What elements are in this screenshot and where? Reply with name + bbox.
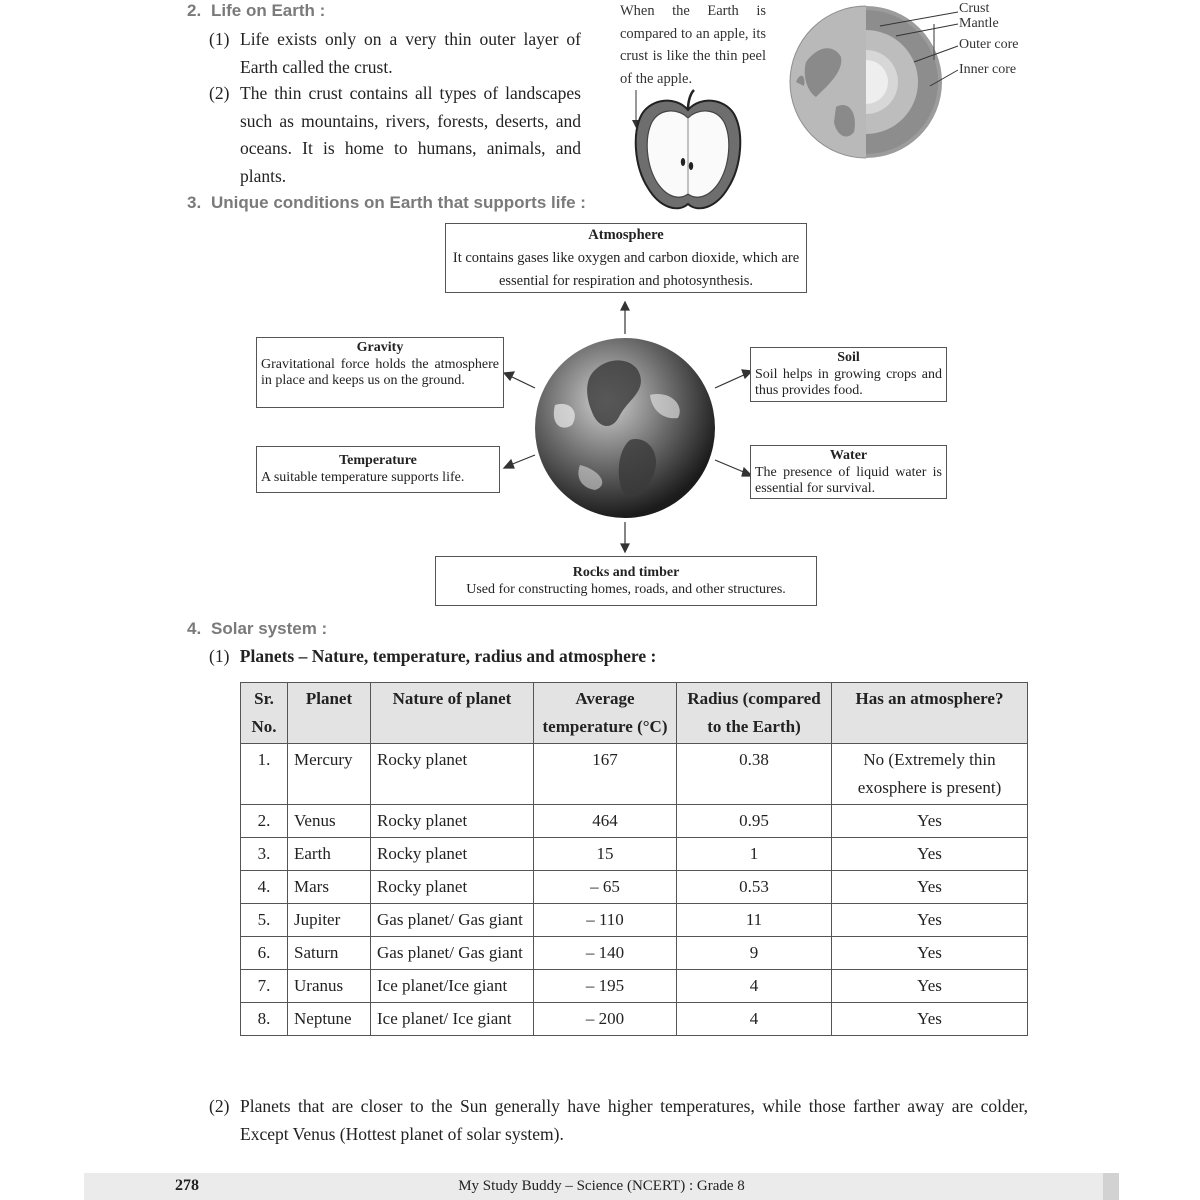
point-number: (2) [209,83,230,103]
soil-title: Soil [837,350,860,365]
section-2-number: 2. [187,1,202,20]
footer-title: My Study Buddy – Science (NCERT) : Grade 8 [458,1178,745,1194]
arrow-head [621,544,629,552]
temperature-box [256,446,500,493]
header-nature: Nature of planet [371,683,534,744]
section-2-title: Life on Earth : [211,1,326,20]
section-3-title: Unique conditions on Earth that supports life : [211,193,586,212]
mantle-label: Mantle [959,16,999,31]
soil-text: Soil helps in growing crops and thus provides food. [755,366,942,398]
inner-core-label: Inner core [959,62,1017,77]
cell-radius: 0.53 [677,871,832,904]
cell-planet: Saturn [288,937,371,970]
table-header-row [241,683,1028,744]
arrow-head [504,372,514,380]
cell-nature: Ice planet/ Ice giant [371,1003,534,1036]
cell-atmosphere: Yes [832,1003,1028,1036]
cell-temperature: – 140 [534,937,677,970]
outer-core-label: Outer core [959,37,1019,52]
rocks-timber-text: Used for constructing homes, roads, and other structures. [466,581,786,597]
apple-cross-section-image [630,88,750,218]
cell-temperature: 167 [534,744,677,805]
cell-planet: Uranus [288,970,371,1003]
table-row [241,805,1028,838]
cell-planet: Neptune [288,1003,371,1036]
cell-nature: Rocky planet [371,871,534,904]
cell-temperature: – 110 [534,904,677,937]
table-row [241,871,1028,904]
cell-sr: 2. [241,805,288,838]
section-2-heading [187,1,325,21]
header-avg-temperature: Average temperature (°C) [534,683,677,744]
cell-temperature: – 200 [534,1003,677,1036]
cell-atmosphere: Yes [832,838,1028,871]
header-atmosphere: Has an atmosphere? [832,683,1028,744]
gravity-box [256,337,504,408]
arrow-head [504,460,514,468]
cell-atmosphere: Yes [832,937,1028,970]
arrow-to-soil [715,374,746,388]
sub1-number: (1) [209,646,230,666]
page-number: 278 [175,1177,199,1194]
earth-layers-image [786,2,1046,160]
water-text: The presence of liquid water is essential for survival. [755,464,942,496]
cell-radius: 0.38 [677,744,832,805]
cell-radius: 1 [677,838,832,871]
cell-atmosphere: Yes [832,871,1028,904]
cell-temperature: 464 [534,805,677,838]
arrow-to-gravity [510,376,535,388]
cell-atmosphere: Yes [832,805,1028,838]
cell-nature: Gas planet/ Gas giant [371,937,534,970]
cell-nature: Rocky planet [371,805,534,838]
table-row [241,838,1028,871]
cell-radius: 9 [677,937,832,970]
rocks-timber-box [435,556,817,606]
cell-planet: Earth [288,838,371,871]
section-2-point-2 [209,80,581,190]
crust-label: Crust [959,1,990,16]
sub2-number: (2) [209,1096,230,1116]
atmosphere-title: Atmosphere [588,227,664,243]
water-title: Water [829,448,868,463]
section-4-heading [187,619,327,639]
cell-atmosphere: No (Extremely thin exosphere is present) [832,744,1028,805]
header-radius: Radius (compared to the Earth) [677,683,832,744]
cell-sr: 7. [241,970,288,1003]
cell-nature: Rocky planet [371,838,534,871]
cell-sr: 5. [241,904,288,937]
table-row [241,744,1028,805]
cell-radius: 11 [677,904,832,937]
cell-nature: Gas planet/ Gas giant [371,904,534,937]
page-footer [84,1173,1119,1200]
section-4-sub1 [209,644,656,668]
cell-radius: 0.95 [677,805,832,838]
footer-tab-marker [1103,1173,1119,1200]
sub1-title: Planets – Nature, temperature, radius and atmosphere : [239,646,657,666]
cell-sr: 6. [241,937,288,970]
cell-sr: 4. [241,871,288,904]
section-3-heading [187,193,586,213]
cell-planet: Jupiter [288,904,371,937]
cell-planet: Mercury [288,744,371,805]
cell-nature: Rocky planet [371,744,534,805]
apple-caption: When the Earth is compared to an apple, its crust is like the thin peel of the apple. [620,3,766,87]
header-planet: Planet [288,683,371,744]
gravity-text: Gravitational force holds the atmosphere in place and keeps us on the ground. [261,356,499,388]
cell-atmosphere: Yes [832,904,1028,937]
atmosphere-text: It contains gases like oxygen and carbon dioxide, which are essential for respiration and photosynthesis. [452,250,800,289]
temperature-text: A suitable temperature supports life. [261,469,465,485]
point-number: (1) [209,29,230,49]
arrow-to-water [715,460,746,473]
planets-table [240,682,1028,1036]
cell-nature: Ice planet/Ice giant [371,970,534,1003]
header-sr-no: Sr. No. [241,683,288,744]
cell-planet: Venus [288,805,371,838]
water-box [750,445,947,499]
cell-sr: 8. [241,1003,288,1036]
cell-sr: 3. [241,838,288,871]
cell-planet: Mars [288,871,371,904]
sub2-text: Planets that are closer to the Sun generally have higher temperatures, while those farther away are colder, Except Venus (Hottest planet of solar system). [240,1096,1028,1144]
cell-temperature: – 195 [534,970,677,1003]
arrow-head [621,302,629,310]
table-row [241,937,1028,970]
arrow-to-temperature [510,455,535,465]
table-row [241,904,1028,937]
earth-diagram [500,300,760,560]
rocks-timber-title: Rocks and timber [572,565,680,580]
soil-box [750,347,947,402]
section-4-title: Solar system : [211,619,328,638]
gravity-title: Gravity [356,340,404,355]
cell-temperature: – 65 [534,871,677,904]
point-text: The thin crust contains all types of landscapes such as mountains, rivers, forests, deserts, and oceans. It is home to humans, animals, and plants. [240,83,581,186]
table-row [241,970,1028,1003]
section-2-point-1 [209,26,581,81]
cell-temperature: 15 [534,838,677,871]
cell-radius: 4 [677,970,832,1003]
section-3-number: 3. [187,193,202,212]
cell-atmosphere: Yes [832,970,1028,1003]
point-text: Life exists only on a very thin outer layer of Earth called the crust. [240,29,581,77]
section-4-sub2 [209,1093,1028,1149]
table-row [241,1003,1028,1036]
cell-sr: 1. [241,744,288,805]
section-4-number: 4. [187,619,202,638]
cell-radius: 4 [677,1003,832,1036]
atmosphere-box [445,223,807,293]
temperature-title: Temperature [339,453,417,468]
